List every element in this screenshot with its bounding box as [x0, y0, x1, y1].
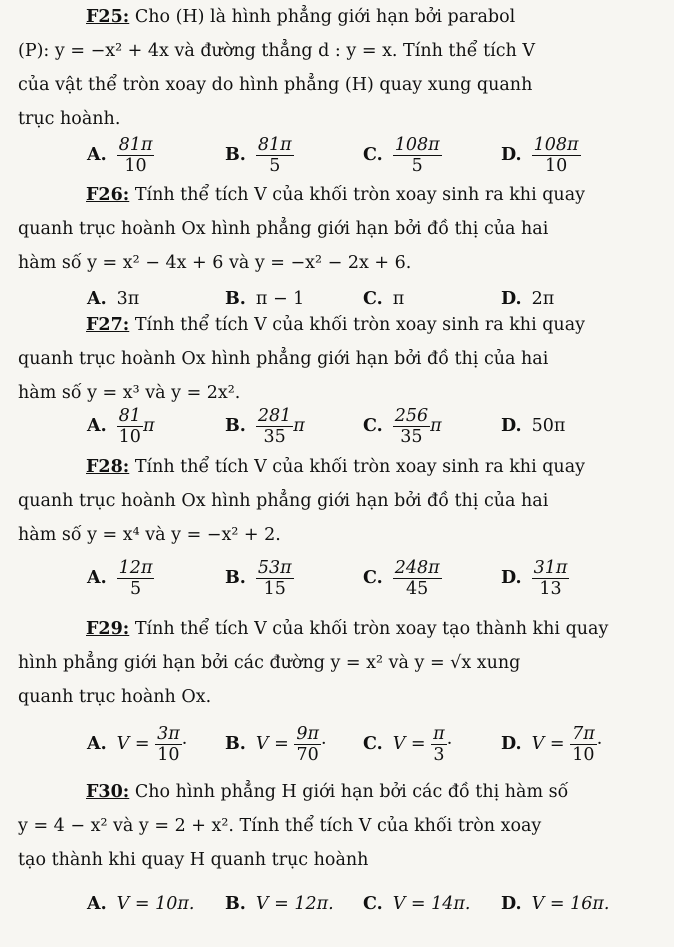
problem-label: F29: [86, 619, 130, 639]
problem-text: quanh trục hoành Ox hình phẳng giới hạn bởi đồ thị của hai [18, 349, 549, 369]
option-d[interactable]: D. 2π [501, 289, 555, 309]
problem-label: F30: [86, 782, 130, 802]
problem-f29 [18, 612, 658, 714]
problem-text: Tính thể tích V của khối tròn xoay sinh ra khi quay [129, 315, 586, 335]
option-a[interactable]: A. $\frac{81\pi}{10}$ [87, 134, 153, 176]
option-c[interactable]: C. $\frac{248\pi}{45}$ [363, 557, 440, 599]
problem-text: của vật thể tròn xoay do hình phẳng (H) quay xung quanh [18, 75, 533, 95]
option-d[interactable]: D. $\frac{31\pi}{13}$ [501, 557, 568, 599]
option-b[interactable]: B. $\frac{81\pi}{5}$ [225, 134, 292, 176]
options-f29 [87, 722, 667, 766]
option-d[interactable]: D. V = 16π. [501, 894, 610, 914]
option-d[interactable]: D. V = $\frac{7\pi}{10}$ · [501, 723, 603, 765]
problem-label: F26: [86, 185, 130, 205]
option-b[interactable]: B. V = 12π. [225, 894, 334, 914]
option-c[interactable]: C. π [363, 289, 405, 309]
problem-text: Tính thể tích V của khối tròn xoay sinh ra khi quay [129, 185, 586, 205]
problem-text: tạo thành khi quay H quanh trục hoành [18, 850, 369, 870]
option-a[interactable]: A. 3π [87, 289, 140, 309]
problem-label: F25: [86, 7, 130, 27]
problem-text: trục hoành. [18, 109, 121, 129]
option-c[interactable]: C. $\frac{108\pi}{5}$ [363, 134, 440, 176]
problem-text: hình phẳng giới hạn bởi các đường y = x² và y = √x xung [18, 653, 521, 673]
options-f25 [87, 133, 667, 177]
problem-text: Cho hình phẳng H giới hạn bởi các đồ thị hàm số [129, 782, 569, 802]
problem-text: Cho (H) là hình phẳng giới hạn bởi parabol [129, 7, 516, 27]
option-a[interactable]: A. V = 10π. [87, 894, 195, 914]
option-a[interactable]: A. $\frac{81}{10}$ π [87, 405, 155, 447]
option-a[interactable]: A. $\frac{12\pi}{5}$ [87, 557, 153, 599]
problem-f28 [18, 450, 658, 552]
option-b[interactable]: B. $\frac{53\pi}{15}$ [225, 557, 292, 599]
problem-label: F27: [86, 315, 130, 335]
options-f30 [87, 882, 667, 926]
option-b[interactable]: B. π − 1 [225, 289, 305, 309]
problem-text: Tính thể tích V của khối tròn xoay sinh ra khi quay [129, 457, 586, 477]
problem-f26 [18, 178, 658, 280]
problem-text: hàm số y = x⁴ và y = −x² + 2. [18, 525, 281, 545]
option-a[interactable]: A. V = $\frac{3\pi}{10}$ · [87, 723, 188, 765]
problem-text: quanh trục hoành Ox hình phẳng giới hạn bởi đồ thị của hai [18, 219, 549, 239]
problem-text: hàm số y = x³ và y = 2x². [18, 383, 241, 403]
problem-f25 [18, 0, 658, 136]
option-d[interactable]: D. 50π [501, 416, 566, 436]
options-f28 [87, 556, 667, 600]
problem-text: quanh trục hoành Ox hình phẳng giới hạn bởi đồ thị của hai [18, 491, 549, 511]
problem-text: hàm số y = x² − 4x + 6 và y = −x² − 2x + 6. [18, 253, 412, 273]
option-c[interactable]: C. V = 14π. [363, 894, 471, 914]
problem-f27 [18, 308, 658, 410]
option-c[interactable]: C. $\frac{256}{35}$ π [363, 405, 442, 447]
option-b[interactable]: B. $\frac{281}{35}$ π [225, 405, 305, 447]
option-b[interactable]: B. V = $\frac{9\pi}{70}$ · [225, 723, 327, 765]
problem-f30 [18, 775, 658, 877]
options-f27 [87, 404, 667, 448]
option-c[interactable]: C. V = $\frac{\pi}{3}$ · [363, 723, 453, 765]
problem-text: y = 4 − x² và y = 2 + x². Tính thể tích V của khối tròn xoay [18, 816, 542, 836]
problem-text: (P): y = −x² + 4x và đường thẳng d : y = x. Tính thể tích V [18, 41, 535, 61]
problem-text: Tính thể tích V của khối tròn xoay tạo thành khi quay [129, 619, 609, 639]
problem-text: quanh trục hoành Ox. [18, 687, 212, 707]
problem-label: F28: [86, 457, 130, 477]
option-d[interactable]: D. $\frac{108\pi}{10}$ [501, 134, 579, 176]
